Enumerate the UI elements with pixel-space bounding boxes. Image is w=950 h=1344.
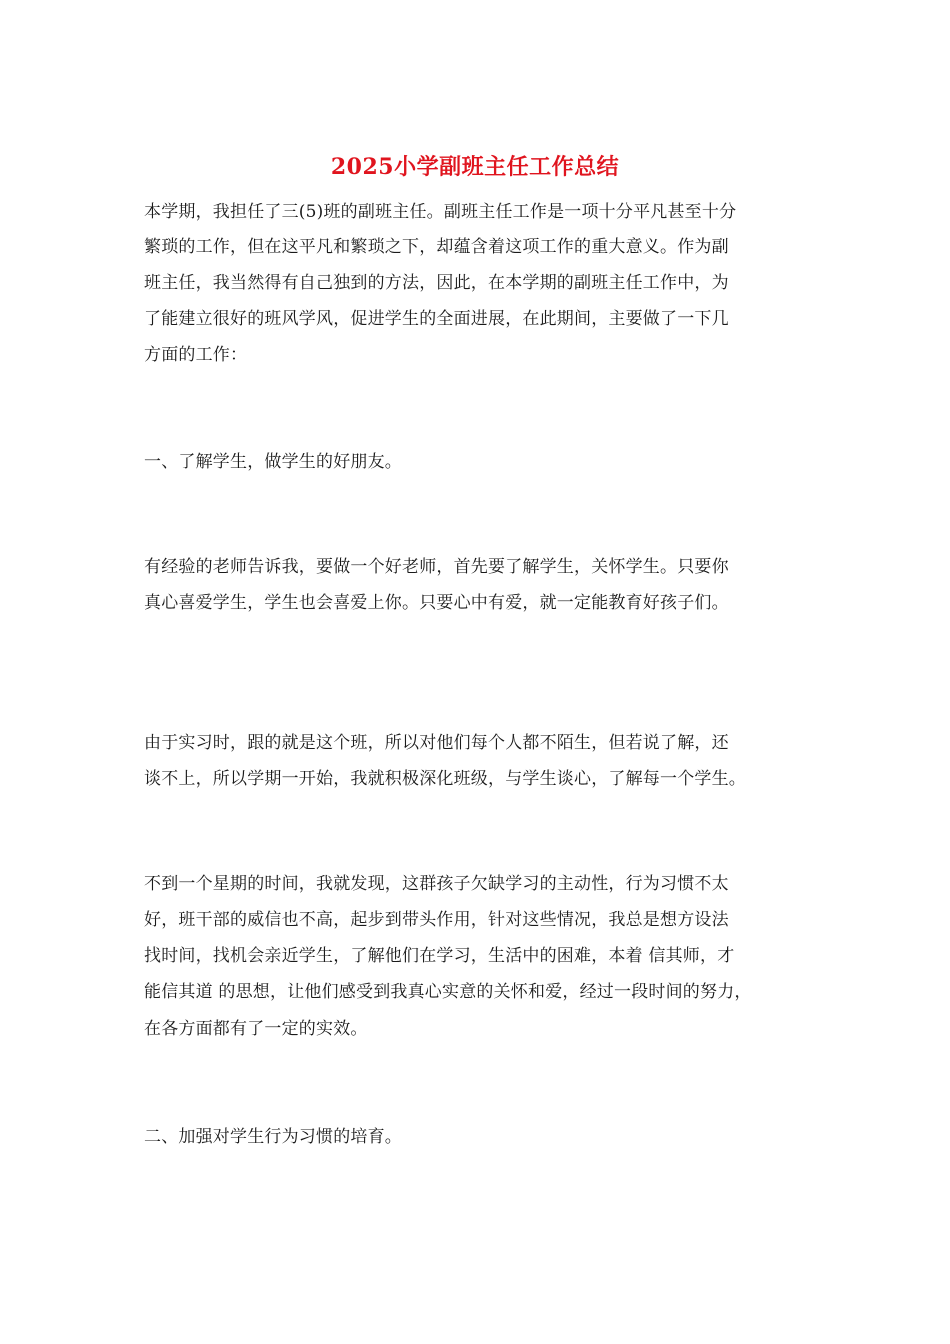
- paragraph-3-line-5: 在各方面都有了一定的实效。: [144, 1019, 368, 1039]
- paragraph-1-line-2: 真心喜爱学生，学生也会喜爱上你。只要心中有爱，就一定能教育好孩子们。: [144, 593, 729, 613]
- intro-line-2: 繁琐的工作，但在这平凡和繁琐之下，却蕴含着这项工作的重大意义。作为副: [144, 237, 729, 257]
- paragraph-3-line-2: 好，班干部的威信也不高，起步到带头作用，针对这些情况，我总是想方设法: [144, 910, 729, 930]
- paragraph-3-line-1: 不到一个星期的时间，我就发现，这群孩子欠缺学习的主动性，行为习惯不太: [144, 874, 729, 894]
- section-heading-2: 二、加强对学生行为习惯的培育。: [144, 1127, 402, 1147]
- intro-line-4: 了能建立很好的班风学风，促进学生的全面进展，在此期间，主要做了一下几: [144, 309, 729, 329]
- document-title: 2025小学副班主任工作总结: [330, 154, 620, 180]
- paragraph-3-line-3: 找时间，找机会亲近学生，了解他们在学习，生活中的困难，本着 信其师，才: [144, 946, 735, 966]
- paragraph-1-line-1: 有经验的老师告诉我，要做一个好老师，首先要了解学生，关怀学生。只要你: [144, 557, 729, 577]
- intro-line-1: 本学期，我担任了三(5)班的副班主任。副班主任工作是一项十分平凡甚至十分: [144, 202, 737, 222]
- intro-line-3: 班主任，我当然得有自己独到的方法，因此，在本学期的副班主任工作中，为: [144, 273, 729, 293]
- intro-line-5: 方面的工作：: [144, 345, 248, 365]
- paragraph-2-line-1: 由于实习时，跟的就是这个班，所以对他们每个人都不陌生，但若说了解，还: [144, 733, 729, 753]
- paragraph-3-line-4: 能信其道 的思想，让他们感受到我真心实意的关怀和爱，经过一段时间的努力，: [144, 982, 752, 1002]
- paragraph-2-line-2: 谈不上，所以学期一开始，我就积极深化班级，与学生谈心，了解每一个学生。: [144, 769, 746, 789]
- section-heading-1: 一、了解学生，做学生的好朋友。: [144, 452, 402, 472]
